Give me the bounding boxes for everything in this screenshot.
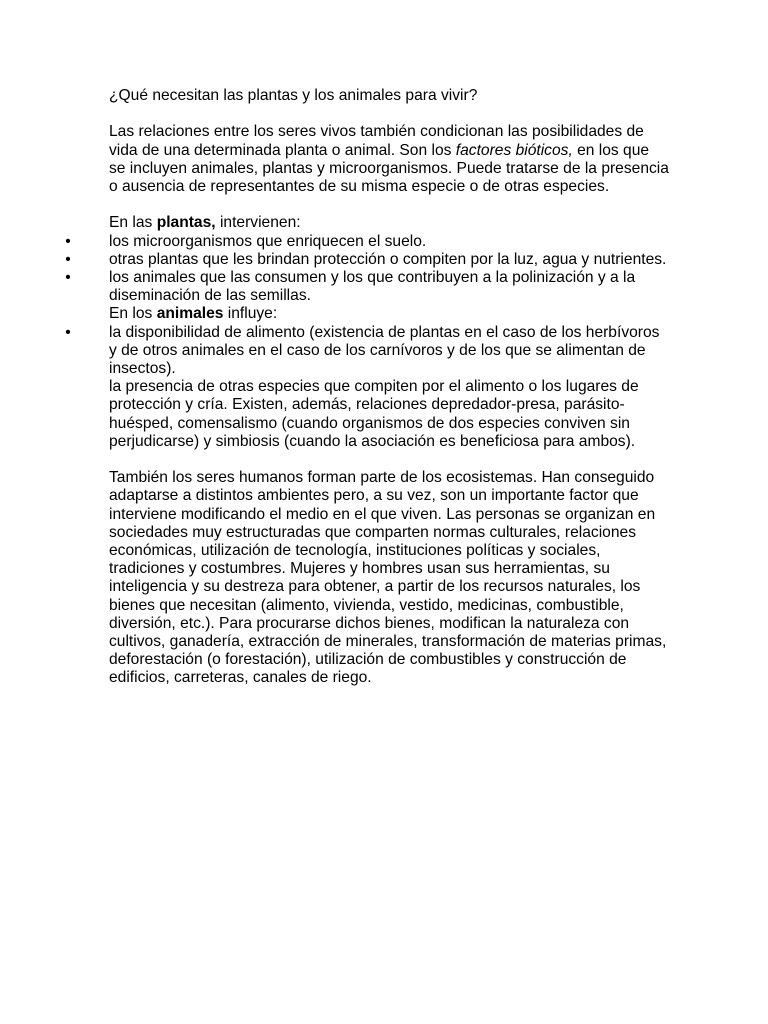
list-item [65, 250, 669, 269]
bullet-icon: • [65, 250, 71, 268]
animals-lead [109, 305, 669, 323]
plants-lead-bold: plantas, [156, 214, 216, 232]
paragraph-gap [109, 451, 669, 469]
list-item [65, 269, 669, 305]
bullet-icon: • [65, 232, 71, 250]
intro-emphasis: factores bióticos, [455, 141, 573, 159]
plants-lead-suffix: intervienen: [215, 214, 301, 232]
intro-text-part-2: en los que se incluyen animales, plantas y microorganismos. Puede tratarse de la presencia o ausencia de representantes de su misma especie o de otras especies. [109, 141, 669, 195]
list-item-text: los microorganismos que enriquecen el suelo. [109, 232, 427, 250]
animals-lead-prefix: En los [109, 305, 157, 323]
animals-lead-suffix: influye: [223, 305, 278, 323]
paragraph-gap [109, 105, 669, 123]
plants-lead [109, 214, 669, 232]
intro-text-part-1: Las relaciones entre los seres vivos también condicionan las posibilidades de vida de una determinada planta o animal. Son los [109, 123, 644, 159]
animals-continuation: la presencia de otras especies que compiten por el alimento o los lugares de protección y cría. Existen, además, relaciones depredador-presa, parásito-huésped, comensalismo (cuando organismos de dos especies conviven sin perjudicarse) y simbiosis (cuando la asociación es beneficiosa para ambos). [109, 378, 639, 450]
list-item-text: la disponibilidad de alimento (existencia de plantas en el caso de los herbívoros y de otros animales en el caso de los carnívoros y de los que se alimentan de insectos). [109, 323, 660, 378]
document-body [65, 87, 669, 688]
list-item [65, 323, 669, 379]
page-title: ¿Qué necesitan las plantas y los animales para vivir? [109, 87, 478, 104]
intro-paragraph [109, 123, 669, 196]
list-item-text: otras plantas que les brindan protección o compiten por la luz, agua y nutrientes. [109, 250, 667, 268]
bullet-icon: • [65, 269, 71, 286]
list-item [65, 232, 669, 251]
list-item-text: los animales que las consumen y los que contribuyen a la polinización y a la diseminación de las semillas. [109, 269, 636, 305]
plants-lead-prefix: En las [109, 214, 157, 232]
animals-lead-bold: animales [156, 305, 224, 323]
bullet-icon: • [65, 323, 71, 341]
humans-paragraph: También los seres humanos forman parte de los ecosistemas. Han conseguido adaptarse a distintos ambientes pero, a su vez, son un importante factor que interviene modificando el medio en el que viven. Las personas se organizan en sociedades muy estructuradas que comparten normas culturales, relaciones económicas, utilización de tecnología, instituciones políticas y sociales, tradiciones y costumbres. Mujeres y hombres usan sus herramientas, su inteligencia y su destreza para obtener, a partir de los recursos naturales, los bienes que necesitan (alimento, vivienda, vestido, medicinas, combustible, diversión, etc.). Para procurarse dichos bienes, modifican la naturaleza con cultivos, ganadería, extracción de minerales, transformación de materias primas, deforestación (o forestación), utilización de combustibles y construcción de edificios, carreteras, canales de riego. [109, 469, 667, 687]
paragraph-gap [109, 196, 669, 214]
